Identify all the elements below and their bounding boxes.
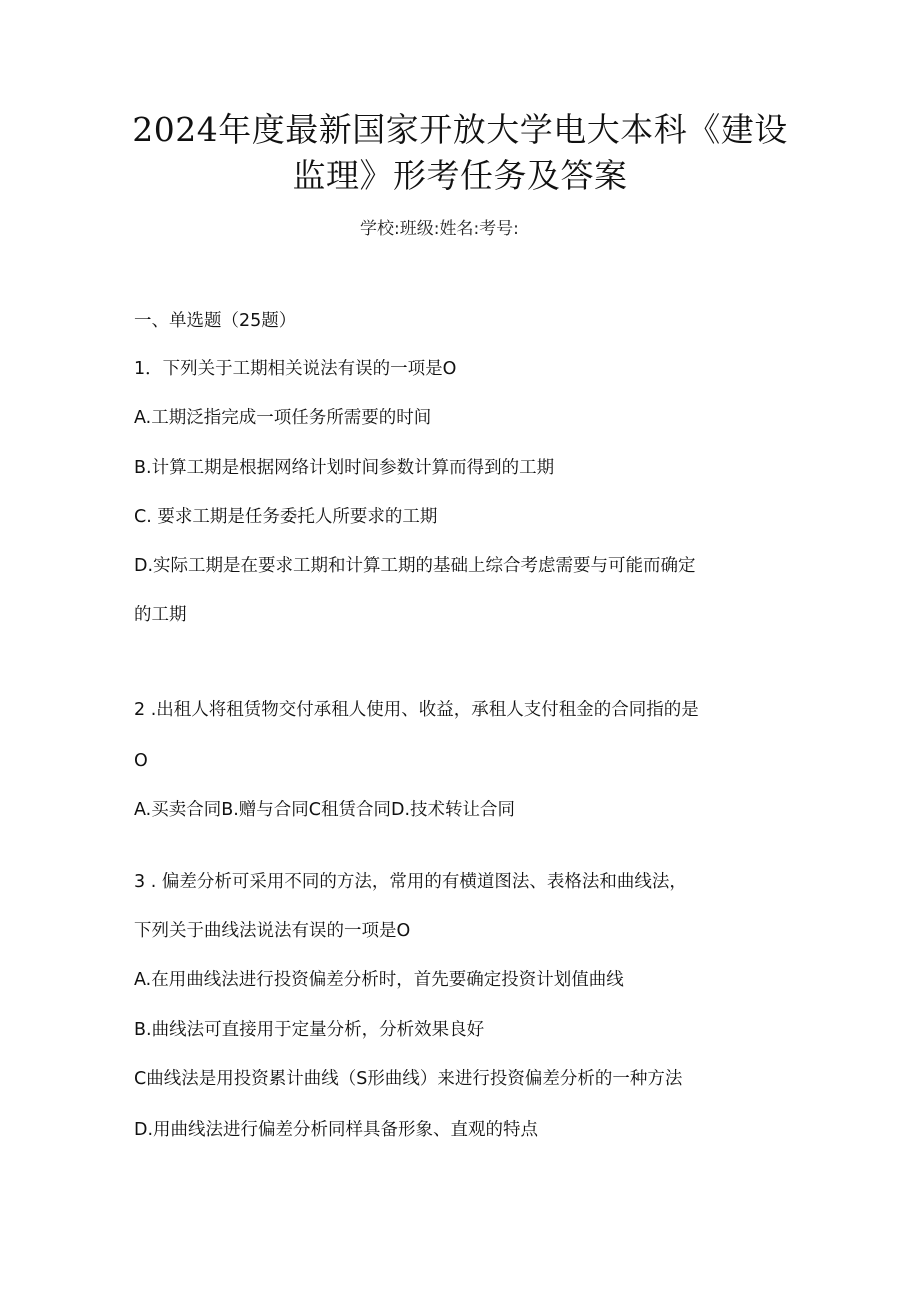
question-3-stem-continued: 下列关于曲线法说法有误的一项是O [134, 921, 411, 941]
question-3-option-d: D.用曲线法进行偏差分析同样具备形象、直观的特点 [134, 1120, 539, 1140]
section-heading: 一、单选题（25题） [134, 311, 297, 331]
question-3-option-a: A.在用曲线法进行投资偏差分析时，首先要确定投资计划值曲线 [134, 970, 624, 990]
question-1-option-b: B.计算工期是根据网络计划时间参数计算而得到的工期 [134, 458, 555, 478]
document-title-line-1: 2024年度最新国家开放大学电大本科《建设 [132, 110, 788, 149]
document-title-line-2: 监理》形考任务及答案 [292, 156, 628, 195]
question-1-option-c: C. 要求工期是任务委托人所要求的工期 [134, 507, 438, 527]
question-1-option-d-continued: 的工期 [134, 605, 187, 625]
student-info-line: 学校:班级:姓名:考号: [360, 219, 519, 239]
question-1-option-d: D.实际工期是在要求工期和计算工期的基础上综合考虑需要与可能而确定 [134, 556, 696, 576]
question-2-stem-continued: O [134, 751, 148, 771]
question-3-option-c: C曲线法是用投资累计曲线（S形曲线）来进行投资偏差分析的一种方法 [134, 1069, 683, 1089]
question-1-stem: 1．下列关于工期相关说法有误的一项是O [134, 359, 457, 379]
question-3-option-b: B.曲线法可直接用于定量分析，分析效果良好 [134, 1020, 485, 1040]
question-1-option-a: A.工期泛指完成一项任务所需要的时间 [134, 408, 432, 428]
question-3-stem: 3 . 偏差分析可采用不同的方法，常用的有横道图法、表格法和曲线法， [134, 872, 687, 892]
question-2-options: A.买卖合同B.赠与合同C租赁合同D.技术转让合同 [134, 800, 516, 820]
question-2-stem: 2 .出租人将租赁物交付承租人使用、收益，承租人支付租金的合同指的是 [134, 700, 699, 720]
